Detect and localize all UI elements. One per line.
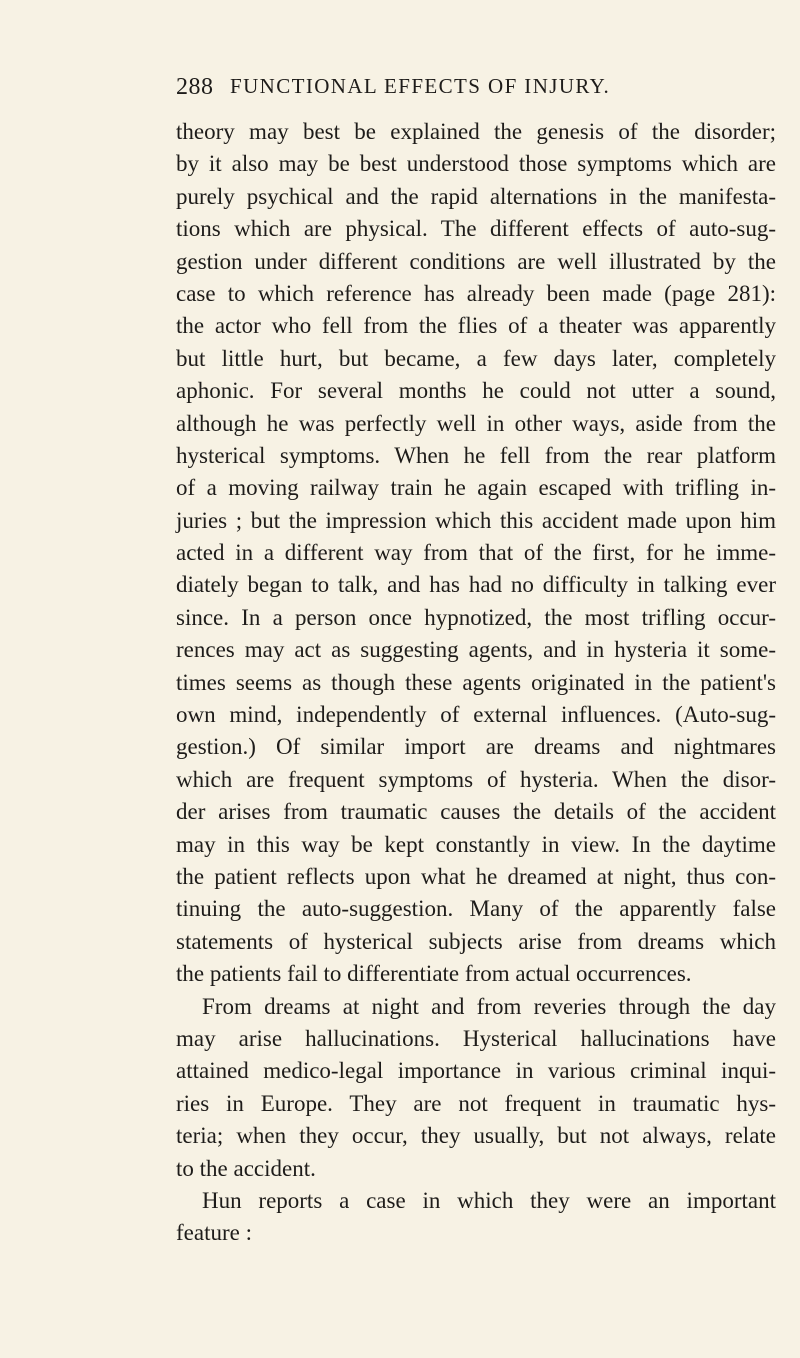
- body-text: [176, 116, 776, 1250]
- text-line: der arises from traumatic causes the details of the accident: [176, 799, 776, 825]
- text-line: statements of hysterical subjects arise from dreams which: [176, 928, 776, 954]
- text-line: tinuing the auto-suggestion. Many of the apparently false: [176, 896, 776, 922]
- text-line: to the accident.: [176, 1155, 316, 1181]
- text-line: which are frequent symptoms of hysteria. When the disor-: [176, 766, 776, 792]
- text-line: teria; when they occur, they usually, but not always, relate: [176, 1123, 776, 1149]
- text-line: hysterical symptoms. When he fell from the rear platform: [176, 442, 776, 468]
- text-line: Hun reports a case in which they were an important: [202, 1187, 776, 1213]
- text-line: rences may act as suggesting agents, and in hysteria it some-: [176, 637, 776, 663]
- text-line: but little hurt, but became, a few days later, completely: [176, 345, 776, 371]
- text-line: although he was perfectly well in other ways, aside from the: [176, 410, 776, 436]
- text-line: the patients fail to differentiate from actual occurrences.: [176, 961, 692, 987]
- text-line: may in this way be kept constantly in view. In the daytime: [176, 831, 776, 857]
- page-header: [176, 74, 696, 104]
- text-line: ries in Europe. They are not frequent in traumatic hys-: [176, 1090, 776, 1116]
- text-line: gestion.) Of similar import are dreams and nightmares: [176, 734, 776, 760]
- text-line: the patient reflects upon what he dreamed at night, thus con-: [176, 863, 776, 889]
- page-number: 288: [176, 74, 214, 100]
- text-line: may arise hallucinations. Hysterical hallucinations have: [176, 1025, 776, 1051]
- text-line: acted in a different way from that of the first, for he imme-: [176, 540, 776, 566]
- text-line: case to which reference has already been made (page 281):: [176, 280, 776, 306]
- text-line: the actor who fell from the flies of a theater was apparently: [176, 313, 776, 339]
- text-line: since. In a person once hypnotized, the most trifling occur-: [176, 604, 776, 630]
- text-line: of a moving railway train he again escaped with trifling in-: [176, 475, 776, 501]
- text-line: juries ; but the impression which this accident made upon him: [176, 507, 776, 533]
- text-line: tions which are physical. The different effects of auto-sug-: [176, 216, 776, 242]
- text-line: From dreams at night and from reveries through the day: [202, 993, 776, 1019]
- text-line: theory may best be explained the genesis of the disorder;: [176, 119, 776, 144]
- text-line: gestion under different conditions are well illustrated by the: [176, 248, 776, 274]
- text-line: own mind, independently of external influences. (Auto-sug-: [176, 702, 776, 728]
- text-line: by it also may be best understood those symptoms which are: [176, 151, 776, 177]
- text-line: diately began to talk, and has had no difficulty in talking ever: [176, 572, 776, 598]
- text-line: attained medico-legal importance in various criminal inqui-: [176, 1058, 776, 1084]
- text-line: feature :: [176, 1220, 252, 1246]
- text-line: aphonic. For several months he could not utter a sound,: [176, 378, 776, 404]
- running-head: FUNCTIONAL EFFECTS OF INJURY.: [230, 74, 611, 98]
- text-line: purely psychical and the rapid alternations in the manifesta-: [176, 183, 776, 209]
- text-line: times seems as though these agents originated in the patient's: [176, 669, 776, 695]
